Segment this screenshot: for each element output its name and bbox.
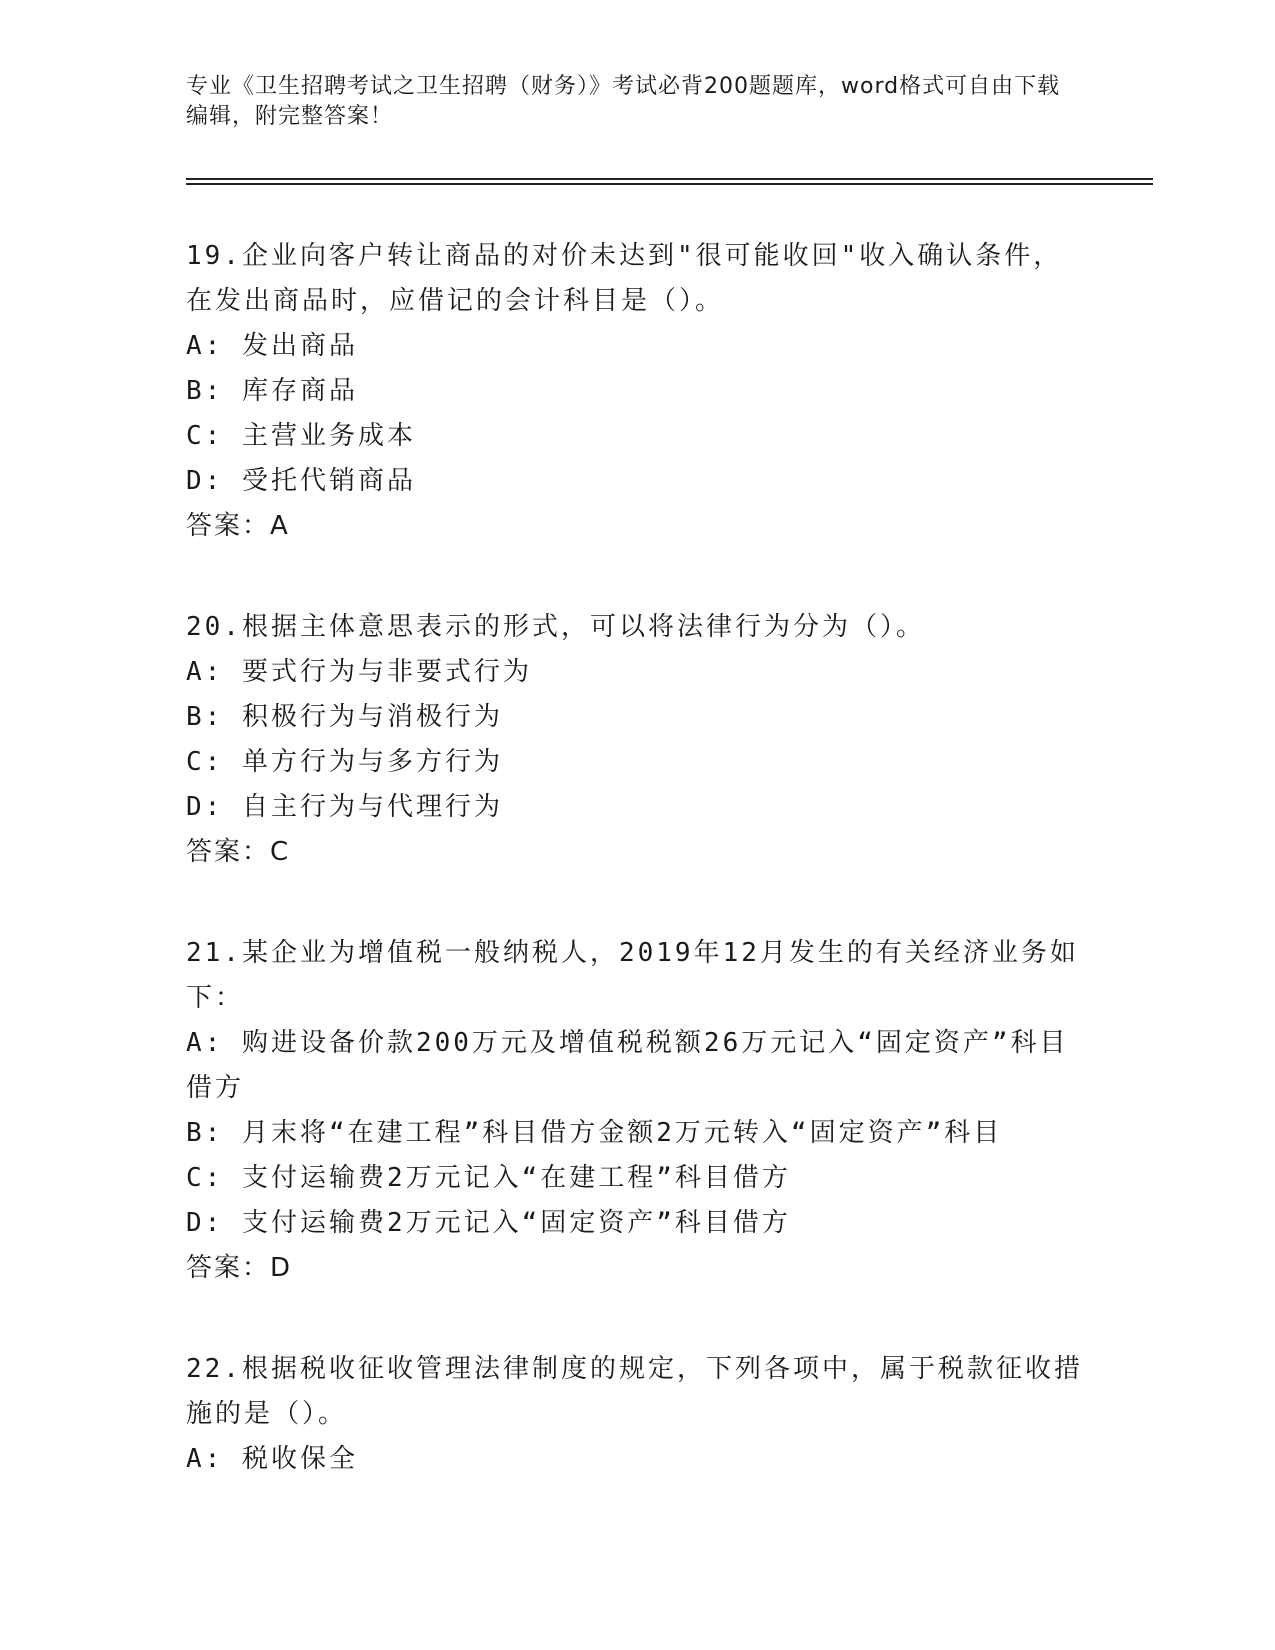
option-b: B: 月末将“在建工程”科目借方金额2万元转入“固定资产”科目 [186, 1118, 1003, 1148]
answer-value: C [270, 837, 291, 867]
answer-line [186, 830, 1086, 875]
answer-label: 答案： [186, 511, 271, 541]
question-19 [186, 234, 1086, 549]
question-20 [186, 605, 1086, 875]
question-stem: 20.根据主体意思表示的形式，可以将法律行为分为（）。 [186, 612, 925, 642]
option-d: D: 支付运输费2万元记入“固定资产”科目借方 [186, 1208, 791, 1238]
option-d: D: 自主行为与代理行为 [186, 792, 503, 822]
question-22 [186, 1347, 1086, 1482]
question-list [186, 234, 1086, 1538]
question-21 [186, 931, 1086, 1291]
question-stem: 19.企业向客户转让商品的对价未达到"很可能收回"收入确认条件，在发出商品时，应借记的会计科目是（）。 [186, 241, 1063, 316]
answer-value: A [270, 511, 290, 541]
option-c: C: 主营业务成本 [186, 421, 416, 451]
answer-label: 答案： [186, 1253, 271, 1283]
header-divider-bottom [186, 183, 1153, 185]
option-a: A: 购进设备价款200万元及增值税税额26万元记入“固定资产”科目借方 [186, 1028, 1069, 1103]
answer-line [186, 1246, 1086, 1291]
answer-label: 答案： [186, 837, 271, 867]
option-a: A: 税收保全 [186, 1444, 358, 1474]
question-stem: 21.某企业为增值税一般纳税人，2019年12月发生的有关经济业务如下： [186, 938, 1079, 1013]
document-intro: 专业《卫生招聘考试之卫生招聘（财务）》考试必背200题题库，word格式可自由下载编辑，附完整答案！ [186, 74, 1061, 129]
option-a: A: 要式行为与非要式行为 [186, 657, 532, 687]
answer-line [186, 504, 1086, 549]
option-d: D: 受托代销商品 [186, 466, 416, 496]
option-c: C: 单方行为与多方行为 [186, 747, 503, 777]
option-c: C: 支付运输费2万元记入“在建工程”科目借方 [186, 1163, 791, 1193]
question-stem: 22.根据税收征收管理法律制度的规定，下列各项中，属于税款征收措施的是（）。 [186, 1354, 1083, 1429]
option-a: A: 发出商品 [186, 331, 358, 361]
header-divider-top [186, 178, 1153, 180]
option-b: B: 库存商品 [186, 376, 358, 406]
answer-value: D [270, 1253, 293, 1283]
option-b: B: 积极行为与消极行为 [186, 702, 503, 732]
